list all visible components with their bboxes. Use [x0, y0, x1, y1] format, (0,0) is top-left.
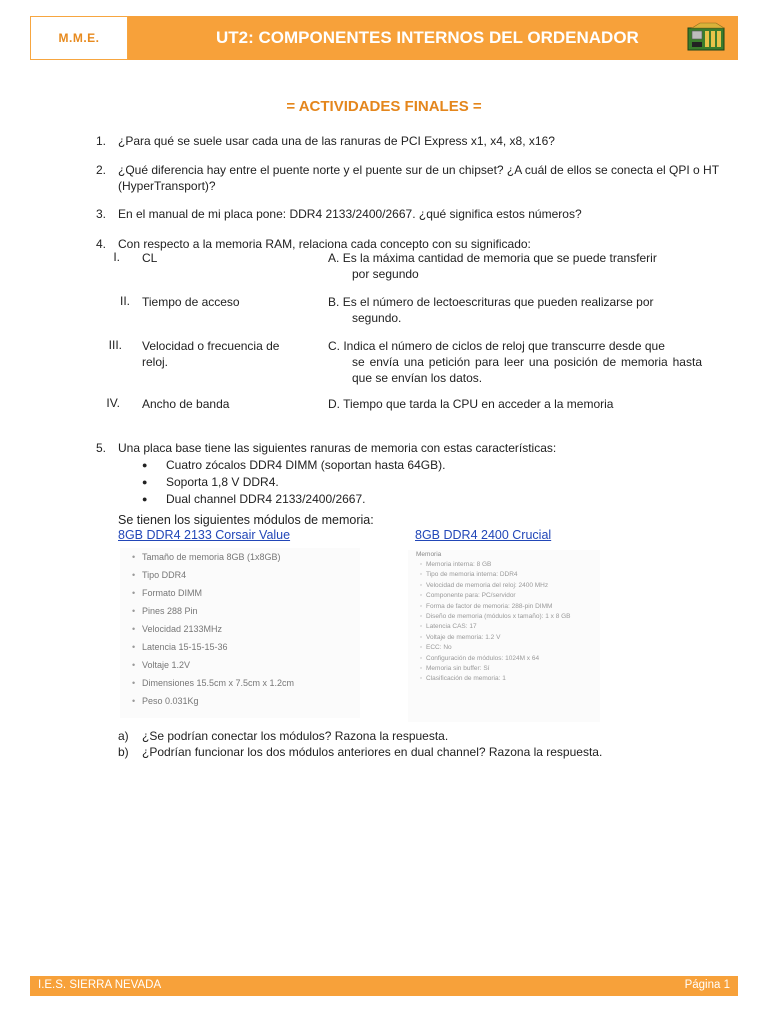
roman-numeral: IV.	[106, 396, 120, 410]
list-item: ● Soporta 1,8 V DDR4.	[142, 474, 445, 491]
question-number: 4.	[96, 237, 107, 251]
module2-specs-image	[408, 550, 600, 722]
question-text: En el manual de mi placa pone: DDR4 2133/2400/2667. ¿qué significa estos números?	[118, 207, 582, 221]
spec-item: ◦ Velocidad de memoria del reloj: 2400 MHz	[408, 581, 600, 591]
definition-text-cont: por segundo	[352, 267, 419, 281]
question-number: 3.	[96, 207, 107, 221]
question-text: Con respecto a la memoria RAM, relaciona cada concepto con su significado:	[118, 237, 531, 251]
subquestion-text: ¿Podrían funcionar los dos módulos anteriores en dual channel? Razona la respuesta.	[142, 745, 603, 759]
question-number: 2.	[96, 163, 107, 177]
definition-letter: D.	[328, 397, 340, 411]
spec-item: • Tipo DDR4	[120, 566, 360, 584]
activities-title: = ACTIVIDADES FINALES =	[286, 98, 482, 115]
spec-item: • Pines 288 Pin	[120, 602, 360, 620]
spec-item: • Dimensiones 15.5cm x 7.5cm x 1.2cm	[120, 674, 360, 692]
page-footer	[30, 976, 738, 996]
definition-text: Es la máxima cantidad de memoria que se puede transferir	[342, 251, 657, 265]
spec-item: ◦ Tipo de memoria interna: DDR4	[408, 570, 600, 580]
spec-item: • Peso 0.031Kg	[120, 692, 360, 710]
roman-numeral: I.	[113, 250, 120, 264]
question-text: ¿Para qué se suele usar cada una de las ranuras de PCI Express x1, x4, x8, x16?	[118, 134, 555, 148]
definition-text-cont: segundo.	[352, 311, 402, 325]
page-number: Página 1	[684, 979, 730, 991]
spec-item: • Velocidad 2133MHz	[120, 620, 360, 638]
list-item: ● Cuatro zócalos DDR4 DIMM (soportan hasta 64GB).	[142, 457, 445, 474]
modules-intro: Se tienen los siguientes módulos de memoria:	[118, 513, 374, 527]
concept: Ancho de banda	[142, 397, 230, 411]
spec-heading: Memoria	[416, 551, 442, 558]
spec-item: ◦ Diseño de memoria (módulos x tamaño): 1 x 8 GB	[408, 612, 600, 622]
module1-specs-image	[120, 548, 360, 718]
definition-text-cont: se envía una petición para leer una posición de memoria hasta que se envían los datos.	[352, 355, 702, 385]
school-name: I.E.S. SIERRA NEVADA	[38, 979, 162, 991]
definition-text: Es el número de lectoescrituras que pueden realizarse por	[342, 295, 654, 309]
spec-item: ◦ Forma de factor de memoria: 288-pin DIMM	[408, 602, 600, 612]
definition	[328, 396, 702, 412]
definition-letter: B.	[328, 295, 340, 309]
roman-numeral: II.	[119, 294, 130, 308]
spec-item: • Voltaje 1.2V	[120, 656, 360, 674]
spec-item: ◦ Configuración de módulos: 1024M x 64	[408, 654, 600, 664]
definition-text: Tiempo que tarda la CPU en acceder a la memoria	[343, 397, 614, 411]
spec-item: ◦ Clasificación de memoria: 1	[408, 674, 600, 684]
question-text: ¿Qué diferencia hay entre el puente norte y el puente sur de un chipset? ¿A cuál de ellos se conecta el QPI o HT (HyperTransport)?	[118, 163, 719, 193]
definition	[328, 250, 702, 282]
subquestion-b	[118, 744, 602, 760]
concept: Tiempo de acceso	[142, 295, 240, 309]
question-number: 5.	[96, 441, 107, 455]
question-number: 1.	[96, 134, 107, 148]
spec-item: ◦ ECC: No	[408, 643, 600, 653]
subquestion-text: ¿Se podrían conectar los módulos? Razona la respuesta.	[142, 729, 449, 743]
header-bar	[128, 16, 738, 60]
spec-item: ◦ Componente para: PC/servidor	[408, 591, 600, 601]
motherboard-icon	[686, 22, 726, 54]
question-text: Una placa base tiene las siguientes ranuras de memoria con estas características:	[118, 441, 557, 455]
roman-numeral: III.	[108, 338, 122, 352]
spec-item: • Tamaño de memoria 8GB (1x8GB)	[120, 548, 360, 566]
spec-item: • Formato DIMM	[120, 584, 360, 602]
subquestion-letter: a)	[118, 729, 129, 743]
spec-item: ◦ Voltaje de memoria: 1.2 V	[408, 633, 600, 643]
subquestion-a	[118, 728, 448, 744]
definition	[328, 294, 702, 326]
definition-text: Indica el número de ciclos de reloj que transcurre desde que	[343, 339, 665, 353]
module1-link[interactable]: 8GB DDR4 2133 Corsair Value	[118, 528, 291, 542]
slot-features-list	[142, 457, 445, 508]
subquestion-letter: b)	[118, 745, 129, 759]
definition-letter: A.	[328, 251, 340, 265]
spec-item: • Latencia 15-15-15-36	[120, 638, 360, 656]
document-title: UT2: COMPONENTES INTERNOS DEL ORDENADOR	[216, 28, 639, 47]
concept: CL	[142, 251, 158, 265]
spec-item: ◦ Memoria sin buffer: Sí	[408, 664, 600, 674]
module2-link[interactable]: 8GB DDR4 2400 Crucial	[415, 528, 552, 542]
spec-item: ◦ Memoria interna: 8 GB	[408, 560, 600, 570]
concept: Velocidad o frecuencia de reloj.	[142, 339, 280, 369]
definition	[328, 338, 702, 386]
definition-letter: C.	[328, 339, 340, 353]
page-header	[30, 16, 738, 60]
header-initials: M.M.E.	[30, 16, 128, 60]
list-item: ● Dual channel DDR4 2133/2400/2667.	[142, 491, 445, 508]
spec-item: ◦ Latencia CAS: 17	[408, 622, 600, 632]
